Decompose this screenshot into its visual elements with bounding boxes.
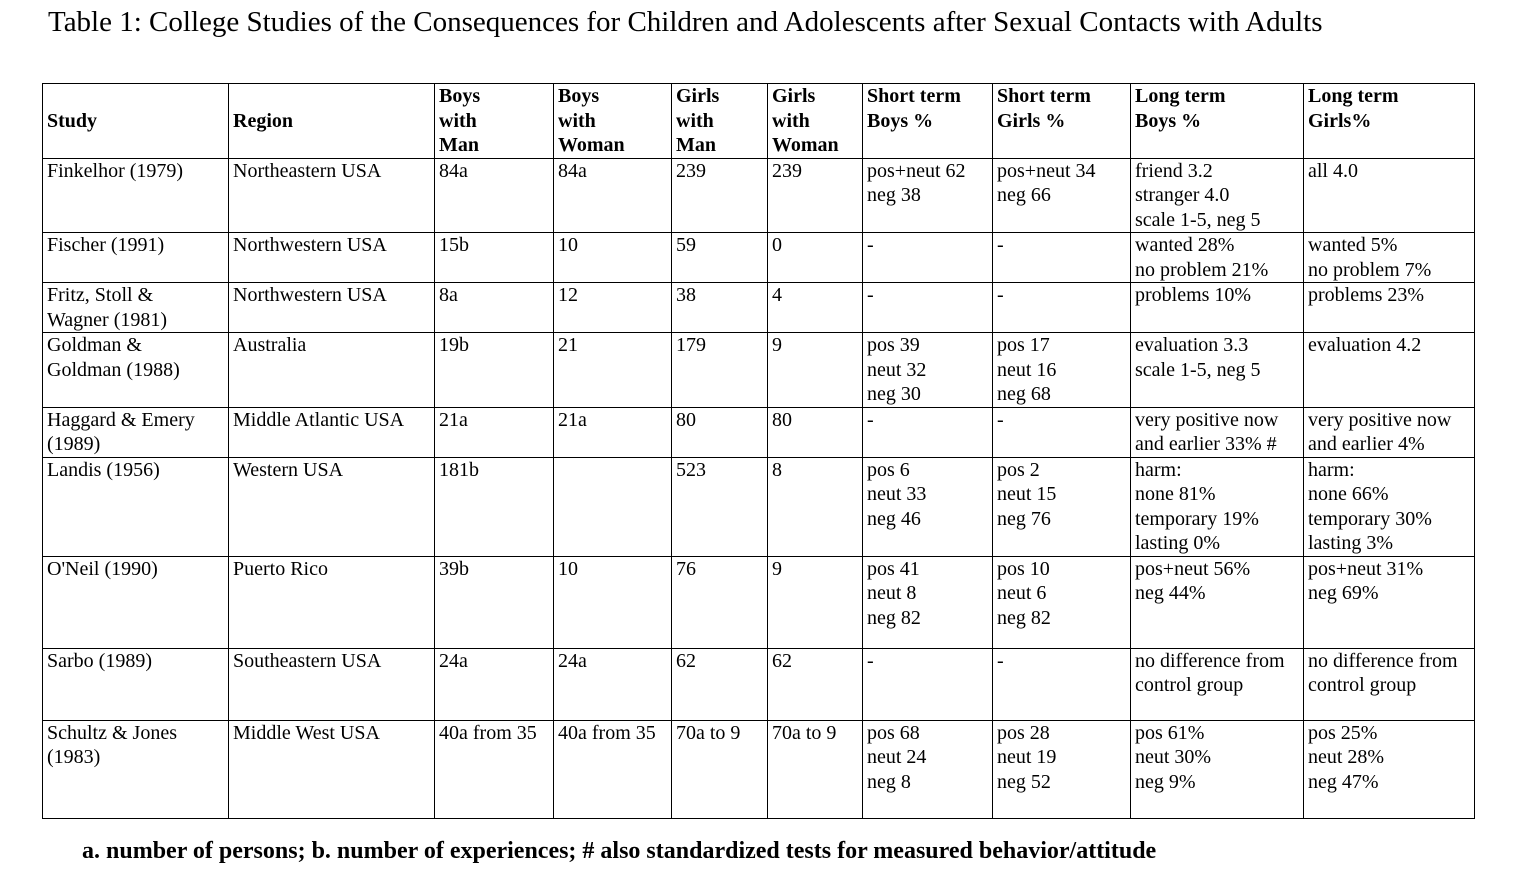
cell-short-term-boys bbox=[863, 158, 993, 233]
header-line: Girls% bbox=[1308, 109, 1372, 132]
cell-line: 15b bbox=[439, 234, 469, 256]
cell-line: pos 17 bbox=[997, 334, 1050, 356]
header-line: Girls bbox=[676, 85, 720, 107]
cell-line: 62 bbox=[676, 649, 696, 672]
cell-short-term-girls bbox=[993, 457, 1131, 556]
header-line: Short term bbox=[867, 85, 961, 107]
cell-line: evaluation 4.2 bbox=[1308, 334, 1422, 356]
cell-line: temporary 19% bbox=[1135, 507, 1259, 530]
header-spacer bbox=[47, 84, 224, 109]
cell-line: neg 9% bbox=[1135, 770, 1196, 793]
cell-line: and earlier 33% # bbox=[1135, 433, 1277, 455]
cell-short-term-boys bbox=[863, 457, 993, 556]
cell-study bbox=[43, 158, 229, 233]
cell-line: pos+neut 31% bbox=[1308, 557, 1424, 580]
cell-boys-with-woman bbox=[554, 333, 672, 408]
cell-boys-with-woman bbox=[554, 407, 672, 457]
cell-line: 179 bbox=[676, 334, 706, 356]
cell-line: Southeastern USA bbox=[233, 649, 382, 672]
data-table bbox=[42, 83, 1475, 819]
cell-long-term-girls bbox=[1304, 283, 1475, 333]
cell-short-term-boys bbox=[863, 233, 993, 283]
cell-region bbox=[229, 457, 435, 556]
table-row bbox=[43, 158, 1475, 233]
cell-line: pos 10 bbox=[997, 557, 1050, 580]
cell-boys-with-man bbox=[435, 407, 554, 457]
cell-region bbox=[229, 720, 435, 818]
cell-line: neg 8 bbox=[867, 770, 911, 793]
header-row bbox=[43, 84, 1475, 159]
cell-long-term-girls bbox=[1304, 720, 1475, 818]
cell-line: 70a to 9 bbox=[772, 721, 837, 744]
cell-short-term-girls bbox=[993, 333, 1131, 408]
cell-line: pos 41 bbox=[867, 557, 920, 580]
cell-line: 8a bbox=[439, 284, 458, 306]
column-header-boys-with-man bbox=[435, 84, 554, 159]
cell-line: all 4.0 bbox=[1308, 159, 1358, 182]
cell-region bbox=[229, 556, 435, 648]
table-row bbox=[43, 233, 1475, 283]
cell-boys-with-woman bbox=[554, 158, 672, 233]
cell-line: Northwestern USA bbox=[233, 234, 387, 256]
cell-line: 39b bbox=[439, 557, 469, 580]
cell-girls-with-woman bbox=[768, 233, 863, 283]
cell-line: Northeastern USA bbox=[233, 159, 382, 182]
cell-study bbox=[43, 457, 229, 556]
cell-short-term-girls bbox=[993, 407, 1131, 457]
cell-region bbox=[229, 283, 435, 333]
table-body bbox=[43, 158, 1475, 818]
cell-long-term-boys bbox=[1131, 333, 1304, 408]
header-line: Boys % bbox=[867, 109, 934, 132]
cell-long-term-girls bbox=[1304, 407, 1475, 457]
cell-line: pos 2 bbox=[997, 458, 1040, 481]
header-line: Long term bbox=[1308, 85, 1399, 107]
table-title: Table 1: College Studies of the Consequences for Children and Adolescents after Sexual Contacts with Adults bbox=[48, 6, 1323, 38]
header-line: Short term bbox=[997, 85, 1091, 107]
cell-line: 19b bbox=[439, 334, 469, 356]
cell-line: neg 38 bbox=[867, 184, 921, 206]
table-row bbox=[43, 556, 1475, 648]
cell-line: neut 15 bbox=[997, 483, 1057, 505]
cell-line: neg 68 bbox=[997, 383, 1051, 405]
column-header-region bbox=[229, 84, 435, 159]
cell-line: neg 44% bbox=[1135, 582, 1206, 604]
cell-short-term-girls bbox=[993, 283, 1131, 333]
cell-short-term-boys bbox=[863, 407, 993, 457]
cell-line: pos 28 bbox=[997, 721, 1050, 744]
cell-line: pos 25% bbox=[1308, 721, 1378, 744]
cell-study bbox=[43, 556, 229, 648]
cell-short-term-boys bbox=[863, 556, 993, 648]
cell-long-term-boys bbox=[1131, 457, 1304, 556]
cell-line: Landis (1956) bbox=[47, 458, 160, 481]
cell-line: neg 76 bbox=[997, 507, 1051, 530]
cell-girls-with-man bbox=[672, 283, 768, 333]
cell-short-term-girls bbox=[993, 648, 1131, 720]
cell-girls-with-man bbox=[672, 233, 768, 283]
cell-line: neg 46 bbox=[867, 507, 921, 530]
cell-line: 9 bbox=[772, 557, 782, 580]
cell-line: temporary 30% bbox=[1308, 507, 1432, 530]
cell-line: pos+neut 56% bbox=[1135, 557, 1251, 580]
cell-boys-with-man bbox=[435, 233, 554, 283]
cell-long-term-girls bbox=[1304, 158, 1475, 233]
cell-line: Haggard & Emery bbox=[47, 408, 195, 431]
cell-line: neut 28% bbox=[1308, 746, 1385, 768]
cell-line: 9 bbox=[772, 334, 782, 356]
cell-line: stranger 4.0 bbox=[1135, 184, 1230, 206]
cell-girls-with-woman bbox=[768, 283, 863, 333]
cell-boys-with-woman bbox=[554, 283, 672, 333]
cell-line: pos+neut 34 bbox=[997, 159, 1096, 182]
cell-line: neg 82 bbox=[867, 606, 921, 629]
cell-girls-with-woman bbox=[768, 158, 863, 233]
cell-line: 40a from 35 bbox=[439, 721, 537, 744]
cell-line: Goldman & bbox=[47, 334, 142, 356]
cell-line: lasting 3% bbox=[1308, 532, 1393, 554]
header-line: Study bbox=[47, 109, 98, 132]
cell-line: Middle West USA bbox=[233, 721, 380, 744]
cell-girls-with-woman bbox=[768, 457, 863, 556]
cell-long-term-girls bbox=[1304, 333, 1475, 408]
cell-line: friend 3.2 bbox=[1135, 159, 1213, 182]
cell-line: pos 6 bbox=[867, 458, 910, 481]
cell-short-term-boys bbox=[863, 283, 993, 333]
cell-boys-with-woman bbox=[554, 556, 672, 648]
cell-line: neg 52 bbox=[997, 770, 1051, 793]
cell-girls-with-man bbox=[672, 158, 768, 233]
cell-line: - bbox=[997, 284, 1004, 306]
cell-line: - bbox=[997, 649, 1004, 672]
cell-line: 21 bbox=[558, 334, 578, 356]
cell-boys-with-man bbox=[435, 556, 554, 648]
table-row bbox=[43, 407, 1475, 457]
cell-line: harm: bbox=[1308, 458, 1355, 481]
header-line: with bbox=[558, 109, 596, 132]
cell-long-term-girls bbox=[1304, 556, 1475, 648]
footnote: a. number of persons; b. number of experiences; # also standardized tests for measured behavior/attitude bbox=[82, 838, 1157, 864]
cell-line: Schultz & Jones bbox=[47, 721, 177, 744]
cell-short-term-girls bbox=[993, 720, 1131, 818]
cell-girls-with-woman bbox=[768, 333, 863, 408]
cell-line: O'Neil (1990) bbox=[47, 557, 158, 580]
cell-girls-with-woman bbox=[768, 407, 863, 457]
cell-line: neg 47% bbox=[1308, 770, 1379, 793]
cell-short-term-boys bbox=[863, 648, 993, 720]
table-row bbox=[43, 648, 1475, 720]
cell-long-term-boys bbox=[1131, 407, 1304, 457]
cell-line: 0 bbox=[772, 234, 782, 256]
header-line: Boys bbox=[558, 85, 600, 107]
cell-line: wanted 28% bbox=[1135, 234, 1235, 256]
cell-girls-with-man bbox=[672, 457, 768, 556]
cell-line: very positive now bbox=[1308, 408, 1452, 431]
cell-line: none 81% bbox=[1135, 483, 1216, 505]
cell-line: evaluation 3.3 bbox=[1135, 334, 1249, 356]
cell-long-term-girls bbox=[1304, 457, 1475, 556]
cell-line: pos 61% bbox=[1135, 721, 1205, 744]
cell-line: 62 bbox=[772, 649, 792, 672]
cell-line: 40a from 35 bbox=[558, 721, 656, 744]
column-header-short-term-girls bbox=[993, 84, 1131, 159]
cell-boys-with-man bbox=[435, 158, 554, 233]
cell-line: neut 19 bbox=[997, 746, 1057, 768]
cell-boys-with-man bbox=[435, 283, 554, 333]
cell-region bbox=[229, 158, 435, 233]
column-header-long-term-boys bbox=[1131, 84, 1304, 159]
cell-line: pos 39 bbox=[867, 334, 920, 356]
cell-line: no difference from bbox=[1308, 649, 1458, 672]
cell-line: 24a bbox=[558, 649, 587, 672]
cell-line: - bbox=[867, 649, 874, 672]
cell-line: 239 bbox=[772, 159, 802, 182]
cell-study bbox=[43, 720, 229, 818]
cell-line: Goldman (1988) bbox=[47, 358, 180, 381]
header-line: Boys bbox=[439, 85, 481, 107]
cell-line: 70a to 9 bbox=[676, 721, 741, 744]
cell-long-term-boys bbox=[1131, 158, 1304, 233]
cell-study bbox=[43, 648, 229, 720]
cell-line: Western USA bbox=[233, 458, 344, 481]
cell-short-term-girls bbox=[993, 233, 1131, 283]
cell-line: neg 66 bbox=[997, 184, 1051, 206]
header-line: Man bbox=[439, 134, 479, 156]
header-spacer bbox=[233, 84, 430, 109]
cell-line: 38 bbox=[676, 284, 696, 306]
cell-long-term-girls bbox=[1304, 233, 1475, 283]
cell-line: scale 1-5, neg 5 bbox=[1135, 358, 1261, 381]
cell-girls-with-man bbox=[672, 333, 768, 408]
cell-boys-with-woman bbox=[554, 648, 672, 720]
cell-line: 239 bbox=[676, 159, 706, 182]
cell-line: no difference from bbox=[1135, 649, 1285, 672]
cell-line: 24a bbox=[439, 649, 468, 672]
cell-line: 84a bbox=[558, 159, 587, 182]
cell-line: neg 69% bbox=[1308, 582, 1379, 604]
cell-line: (1983) bbox=[47, 746, 101, 768]
cell-region bbox=[229, 333, 435, 408]
cell-line: very positive now bbox=[1135, 408, 1279, 431]
cell-long-term-boys bbox=[1131, 648, 1304, 720]
cell-line: Wagner (1981) bbox=[47, 308, 168, 331]
cell-girls-with-man bbox=[672, 556, 768, 648]
cell-girls-with-woman bbox=[768, 648, 863, 720]
cell-line: control group bbox=[1308, 674, 1417, 696]
cell-boys-with-man bbox=[435, 333, 554, 408]
cell-study bbox=[43, 283, 229, 333]
column-header-long-term-girls bbox=[1304, 84, 1475, 159]
cell-short-term-girls bbox=[993, 158, 1131, 233]
cell-line: - bbox=[997, 408, 1004, 431]
cell-line: none 66% bbox=[1308, 483, 1389, 505]
table-row bbox=[43, 333, 1475, 408]
cell-line: neut 30% bbox=[1135, 746, 1212, 768]
cell-line: 12 bbox=[558, 284, 578, 306]
cell-region bbox=[229, 407, 435, 457]
cell-short-term-boys bbox=[863, 333, 993, 408]
cell-line: 76 bbox=[676, 557, 696, 580]
cell-line: Australia bbox=[233, 334, 307, 356]
cell-line: 21a bbox=[558, 408, 587, 431]
cell-line: 59 bbox=[676, 234, 696, 256]
header-line: Woman bbox=[558, 134, 625, 156]
header-line: Girls bbox=[772, 85, 816, 107]
header-line: Long term bbox=[1135, 85, 1226, 107]
cell-line: 181b bbox=[439, 458, 479, 481]
cell-girls-with-woman bbox=[768, 720, 863, 818]
cell-line: neg 30 bbox=[867, 383, 921, 405]
cell-line: - bbox=[997, 234, 1004, 256]
cell-region bbox=[229, 233, 435, 283]
cell-line: 10 bbox=[558, 234, 578, 256]
column-header-study bbox=[43, 84, 229, 159]
header-line: with bbox=[439, 109, 477, 132]
cell-line: problems 23% bbox=[1308, 284, 1425, 306]
cell-long-term-boys bbox=[1131, 556, 1304, 648]
cell-girls-with-man bbox=[672, 720, 768, 818]
cell-line: neut 6 bbox=[997, 582, 1047, 604]
cell-short-term-girls bbox=[993, 556, 1131, 648]
table-row bbox=[43, 283, 1475, 333]
header-line: Girls % bbox=[997, 109, 1066, 132]
cell-line: Puerto Rico bbox=[233, 557, 328, 580]
header-line: with bbox=[676, 109, 714, 132]
cell-boys-with-woman bbox=[554, 457, 672, 556]
header-line: Woman bbox=[772, 134, 839, 156]
cell-line: 80 bbox=[676, 408, 696, 431]
column-header-girls-with-woman bbox=[768, 84, 863, 159]
cell-line: Fritz, Stoll & bbox=[47, 284, 154, 306]
cell-boys-with-woman bbox=[554, 233, 672, 283]
column-header-short-term-boys bbox=[863, 84, 993, 159]
cell-line: - bbox=[867, 234, 874, 256]
cell-line: 10 bbox=[558, 557, 578, 580]
cell-line: Finkelhor (1979) bbox=[47, 159, 184, 182]
cell-line: - bbox=[867, 408, 874, 431]
cell-line: pos 68 bbox=[867, 721, 920, 744]
cell-line: 8 bbox=[772, 458, 782, 481]
cell-line: neut 16 bbox=[997, 358, 1057, 381]
cell-line: neut 33 bbox=[867, 483, 927, 505]
cell-line: wanted 5% bbox=[1308, 234, 1398, 256]
header-line: Boys % bbox=[1135, 109, 1202, 132]
cell-line: neg 82 bbox=[997, 606, 1051, 629]
cell-region bbox=[229, 648, 435, 720]
cell-line: (1989) bbox=[47, 433, 101, 455]
cell-line: Middle Atlantic USA bbox=[233, 408, 405, 431]
cell-study bbox=[43, 233, 229, 283]
cell-line: control group bbox=[1135, 674, 1244, 696]
cell-line: no problem 7% bbox=[1308, 258, 1432, 281]
cell-line: harm: bbox=[1135, 458, 1182, 481]
header-line: Man bbox=[676, 134, 716, 156]
cell-line: 80 bbox=[772, 408, 792, 431]
cell-girls-with-man bbox=[672, 407, 768, 457]
cell-line: neut 24 bbox=[867, 746, 927, 768]
cell-line: scale 1-5, neg 5 bbox=[1135, 208, 1261, 231]
table-row bbox=[43, 457, 1475, 556]
cell-line: pos+neut 62 bbox=[867, 159, 966, 182]
table-row bbox=[43, 720, 1475, 818]
column-header-boys-with-woman bbox=[554, 84, 672, 159]
cell-long-term-boys bbox=[1131, 233, 1304, 283]
cell-study bbox=[43, 407, 229, 457]
cell-line: 523 bbox=[676, 458, 706, 481]
cell-girls-with-man bbox=[672, 648, 768, 720]
header-line: with bbox=[772, 109, 810, 132]
cell-line: Sarbo (1989) bbox=[47, 649, 152, 672]
cell-line: Fischer (1991) bbox=[47, 234, 165, 256]
cell-line: Northwestern USA bbox=[233, 284, 387, 306]
cell-long-term-girls bbox=[1304, 648, 1475, 720]
cell-line: 4 bbox=[772, 284, 782, 306]
cell-long-term-boys bbox=[1131, 720, 1304, 818]
cell-long-term-boys bbox=[1131, 283, 1304, 333]
cell-line: 84a bbox=[439, 159, 468, 182]
cell-short-term-boys bbox=[863, 720, 993, 818]
cell-line: problems 10% bbox=[1135, 284, 1252, 306]
cell-boys-with-man bbox=[435, 720, 554, 818]
cell-boys-with-man bbox=[435, 648, 554, 720]
cell-line: 21a bbox=[439, 408, 468, 431]
cell-boys-with-woman bbox=[554, 720, 672, 818]
cell-girls-with-woman bbox=[768, 556, 863, 648]
header-line: Region bbox=[233, 109, 293, 132]
cell-line: and earlier 4% bbox=[1308, 433, 1425, 455]
cell-boys-with-man bbox=[435, 457, 554, 556]
cell-line: neut 8 bbox=[867, 582, 917, 604]
cell-study bbox=[43, 333, 229, 408]
cell-line: lasting 0% bbox=[1135, 532, 1220, 554]
cell-line: neut 32 bbox=[867, 358, 927, 381]
column-header-girls-with-man bbox=[672, 84, 768, 159]
cell-line: no problem 21% bbox=[1135, 258, 1269, 281]
cell-line: - bbox=[867, 284, 874, 306]
